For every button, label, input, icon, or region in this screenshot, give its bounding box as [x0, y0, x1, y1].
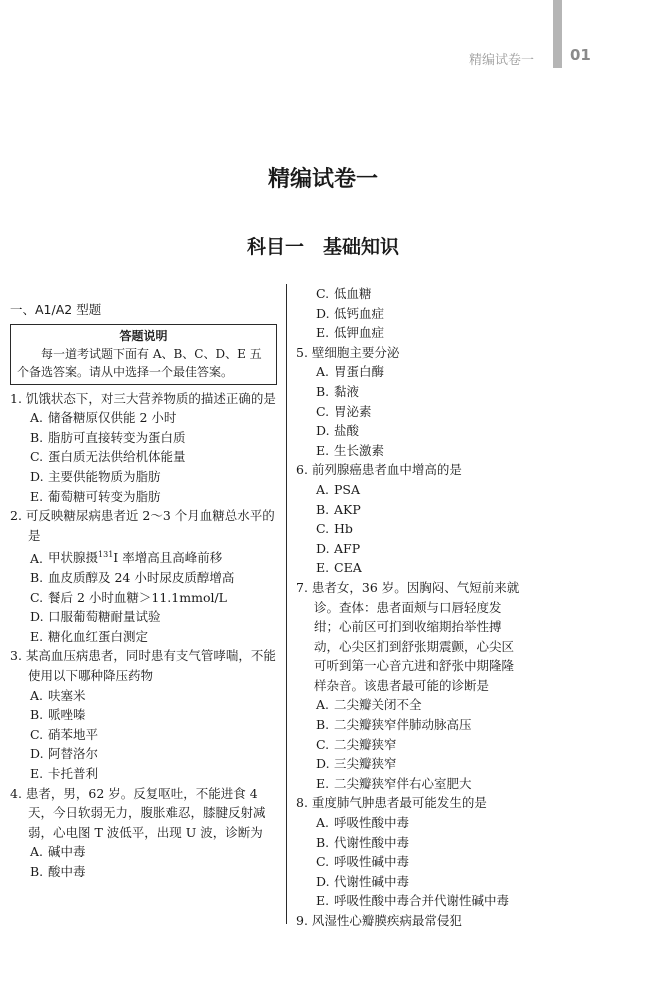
option-d [296, 539, 526, 559]
option-c [296, 402, 526, 422]
option-letter: C. [30, 726, 44, 742]
option-text: 低血糖 [334, 286, 372, 301]
option-b [10, 705, 278, 725]
option-letter: D. [30, 468, 44, 484]
option-letter: D. [316, 540, 330, 556]
option-letter: C. [316, 521, 330, 537]
option-text: 二尖瓣狭窄伴肺动脉高压 [334, 717, 472, 733]
option-text: 餐后 2 小时血糖＞11.1mmol/L [48, 589, 227, 605]
option-letter: E. [30, 766, 44, 782]
question-stem: 8. 重度肺气肿患者最可能发生的是 [296, 795, 487, 811]
option-text: 二尖瓣关闭不全 [334, 697, 422, 713]
question-8 [296, 793, 526, 911]
option-text: 呼吸性酸中毒 [334, 815, 410, 831]
option-text: 硝苯地平 [48, 726, 99, 742]
page-number: 01 [570, 46, 591, 64]
option-text: 三尖瓣狭窄 [334, 756, 397, 772]
header-tab-bar [553, 0, 562, 68]
option-e [10, 627, 278, 647]
exam-title: 精编试卷一 [267, 167, 378, 192]
option-letter: A. [30, 687, 44, 703]
option-e [296, 891, 526, 911]
option-text: 胃泌素 [334, 403, 372, 419]
left-column [10, 284, 278, 882]
question-stem: 1. 饥饿状态下，对三大营养物质的描述正确的是 [10, 390, 276, 406]
option-letter: E. [316, 560, 330, 576]
option-letter: B. [30, 570, 44, 586]
right-column [296, 284, 526, 931]
subject-title: 科目一 基础知识 [246, 236, 399, 258]
question-1 [10, 389, 278, 507]
running-header-title: 精编试卷一 [468, 53, 534, 68]
option-letter: C. [316, 403, 330, 419]
option-d [296, 872, 526, 892]
question-6 [296, 460, 526, 578]
option-text: 哌唑嗪 [48, 707, 86, 723]
option-text: PSA [334, 481, 361, 497]
option-text: I 率增高且高峰前移 [113, 550, 223, 566]
option-letter: C. [30, 589, 44, 605]
option-letter: A. [30, 844, 44, 860]
option-text: 脂肪可直接转变为蛋白质 [48, 429, 186, 445]
option-d [296, 754, 526, 774]
option-text: 碱中毒 [48, 844, 86, 860]
option-text: 卡托普利 [48, 766, 99, 782]
question-9 [296, 911, 526, 931]
option-d [296, 304, 526, 324]
question-5 [296, 343, 526, 461]
option-b [10, 568, 278, 588]
option-b [296, 715, 526, 735]
option-text: 甲状腺摄 [48, 550, 99, 566]
option-text: 葡萄糖可转变为脂肪 [48, 488, 161, 504]
option-letter: C. [316, 286, 330, 301]
option-letter: A. [30, 550, 44, 566]
option-e [296, 558, 526, 578]
column-divider [286, 284, 287, 924]
instructions-title: 答题说明 [119, 328, 168, 343]
option-letter: D. [30, 609, 44, 625]
option-a [296, 480, 526, 500]
superscript: 131 [98, 550, 114, 560]
option-c [296, 735, 526, 755]
option-letter: D. [316, 873, 330, 889]
option-a [296, 813, 526, 833]
option-text: Hb [334, 521, 353, 537]
question-2 [10, 506, 278, 646]
option-letter: D. [316, 305, 330, 321]
instructions-body: 每一道考试题下面有 A、B、C、D、E 五个备选答案。请从中选择一个最佳答案。 [17, 346, 262, 379]
question-7 [296, 578, 526, 794]
option-text: 主要供能物质为脂肪 [48, 468, 161, 484]
option-text: 生长激素 [334, 442, 385, 458]
question-stem: 2. 可反映糖尿病患者近 2～3 个月血糖总水平的是 [10, 508, 275, 543]
option-letter: C. [316, 854, 330, 870]
option-b [10, 428, 278, 448]
option-letter: C. [30, 449, 44, 465]
option-letter: D. [30, 746, 44, 762]
option-e [10, 764, 278, 784]
option-letter: A. [316, 815, 330, 831]
option-letter: C. [316, 736, 330, 752]
option-text: 血皮质醇及 24 小时尿皮质醇增高 [48, 570, 235, 586]
option-letter: B. [316, 383, 330, 399]
option-letter: A. [316, 481, 330, 497]
option-letter: B. [316, 834, 330, 850]
question-stem: 3. 某高血压病患者，同时患有支气管哮喘，不能使用以下哪种降压药物 [10, 648, 276, 684]
option-text: 二尖瓣狭窄伴右心室肥大 [334, 775, 472, 791]
option-c [10, 588, 278, 608]
option-a [10, 686, 278, 706]
option-e [296, 323, 526, 343]
option-d [296, 421, 526, 441]
question-4-continued [296, 284, 526, 343]
option-text: 储备糖原仅供能 2 小时 [48, 410, 177, 426]
option-letter: A. [316, 364, 330, 380]
option-text: CEA [334, 560, 362, 576]
option-letter: E. [316, 325, 330, 341]
option-letter: E. [30, 628, 44, 644]
question-3 [10, 646, 278, 783]
option-a [296, 695, 526, 715]
option-text: 阿替洛尔 [48, 746, 99, 762]
option-d [10, 467, 278, 487]
option-c [296, 519, 526, 539]
option-letter: B. [30, 707, 44, 723]
option-letter: E. [316, 442, 330, 458]
option-a [10, 408, 278, 428]
option-text: AFP [334, 540, 361, 556]
question-stem: 5. 壁细胞主要分泌 [296, 344, 400, 360]
option-letter: E. [316, 893, 330, 909]
option-letter: A. [316, 697, 330, 713]
option-text: 呋塞米 [48, 687, 86, 703]
option-text: 呼吸性酸中毒合并代谢性碱中毒 [334, 893, 510, 909]
option-d [10, 744, 278, 764]
question-4 [10, 784, 278, 882]
option-c [10, 725, 278, 745]
option-e [296, 441, 526, 461]
option-text: 黏液 [334, 383, 360, 399]
option-d [10, 607, 278, 627]
option-text: 蛋白质无法供给机体能量 [48, 449, 186, 465]
option-text: 代谢性酸中毒 [334, 834, 410, 850]
option-c [296, 284, 526, 304]
option-letter: E. [316, 775, 330, 791]
option-letter: B. [316, 717, 330, 733]
option-b [296, 500, 526, 520]
option-a [10, 842, 278, 862]
section-heading: 一、A1/A2 型题 [10, 302, 102, 317]
option-text: 低钙血症 [334, 305, 385, 321]
option-text: 糖化血红蛋白测定 [48, 628, 149, 644]
question-stem: 6. 前列腺癌患者血中增高的是 [296, 462, 462, 478]
question-stem: 9. 风湿性心瓣膜疾病最常侵犯 [296, 913, 462, 928]
option-text: 酸中毒 [48, 864, 86, 879]
option-letter: D. [316, 423, 330, 439]
option-b [10, 862, 278, 882]
option-text: 盐酸 [334, 423, 360, 439]
option-text: 二尖瓣狭窄 [334, 736, 397, 752]
option-text: AKP [334, 501, 361, 517]
option-letter: B. [316, 501, 330, 517]
option-b [296, 382, 526, 402]
option-text: 口服葡萄糖耐量试验 [48, 609, 161, 625]
option-e [10, 487, 278, 507]
option-b [296, 833, 526, 853]
option-c [10, 447, 278, 467]
instructions-box [10, 324, 277, 385]
option-letter: B. [30, 864, 44, 879]
question-stem: 4. 患者，男，62 岁。反复呕吐，不能进食 4 天，今日软弱无力，腹胀难忍，膝腱反射减弱，心电图 T 波低平，出现 U 波，诊断为 [10, 785, 266, 840]
option-letter: A. [30, 410, 44, 426]
option-text: 代谢性碱中毒 [334, 873, 410, 889]
option-letter: D. [316, 756, 330, 772]
option-a [10, 545, 278, 568]
option-text: 低钾血症 [334, 325, 385, 341]
option-letter: E. [30, 488, 44, 504]
option-a [296, 362, 526, 382]
option-c [296, 852, 526, 872]
option-text: 胃蛋白酶 [334, 364, 385, 380]
option-e [296, 774, 526, 794]
option-text: 呼吸性碱中毒 [334, 854, 410, 870]
option-letter: B. [30, 429, 44, 445]
question-stem: 7. 患者女，36 岁。因胸闷、气短前来就诊。查体：患者面颊与口唇轻度发绀；心前区可扪到收缩期抬举性搏动，心尖区扪到舒张期震颤，心尖区可听到第一心音亢进和舒张中期隆隆样杂音。该患者最可能的诊断是 [296, 579, 520, 693]
